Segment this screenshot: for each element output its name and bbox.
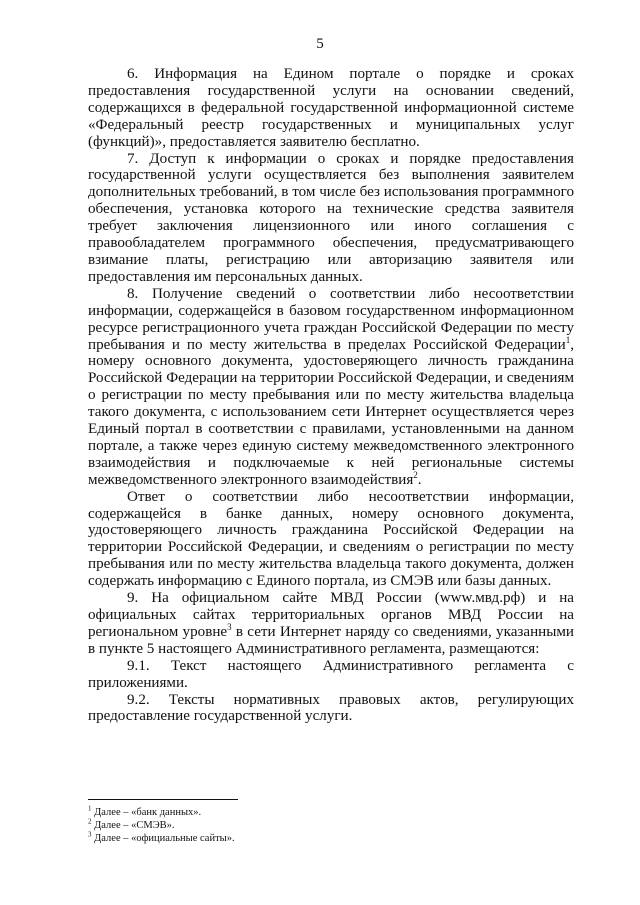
paragraph-9-text-end: в сети Интернет наряду со сведениями, указанными в пункте 5 настоящего Административного регламента, размещаются: [88,623,574,657]
paragraph-9-1: 9.1. Текст настоящего Административного регламента с приложениями. [88,657,574,691]
footnote-text: Далее – «банк данных». [91,807,202,818]
paragraph-8-text-end: . [417,471,422,488]
footnote-3 [88,832,568,845]
paragraph-6: 6. Информация на Едином портале о порядке и сроках предоставления государственной услуги на основании сведений, содержащихся в федеральной государственной информационной системе «Федеральный реестр государственных и муниципальных услуг (функций)», предоставляется заявителю бесплатно. [88,66,574,150]
footnote-ref-2: 2 [413,469,418,480]
paragraph-9-text-start: 9. На официальном сайте МВД России (www.мвд.рф) и на официальных сайтах территориальных органов МВД России на региональном уровне [88,590,574,640]
footnote-text: Далее – «официальные сайты». [91,833,235,844]
paragraph-8-text-start: 8. Получение сведений о соответствии либо несоответствии информации, содержащейся в базовом государственном информационном ресурсе регистрационного учета граждан Российской Федерации по месту пребывания и по месту жительства в пределах Российской Федерации [88,285,574,353]
document-body [88,66,574,725]
footnote-mark: 2 [88,817,92,826]
footnote-divider [88,799,238,800]
paragraph-9 [88,590,574,658]
paragraph-7: 7. Доступ к информации о сроках и порядке предоставления государственной услуги осуществляется без выполнения заявителем дополнительных требований, в том числе без использования программного обеспечения, установка которого на технические средства заявителя требует заключения лицензионного или иного соглашения с правообладателем программного обеспечения, предусматривающего взимание платы, регистрацию или авторизацию заявителя или предоставления им персональных данных. [88,150,574,285]
footnote-text: Далее – «СМЭВ». [91,820,175,831]
paragraph-9-2: 9.2. Тексты нормативных правовых актов, регулирующих предоставление государственной услуги. [88,691,574,725]
footnote-ref-3: 3 [227,621,232,632]
paragraph-8-text-middle: , номеру основного документа, удостоверяющего личность гражданина Российской Федерации на территории Российской Федерации, и сведениям о регистрации по месту пребывания или по месту жительства владельца такого документа, с использованием сети Интернет осуществляется через Единый портал в соответствии с правилами, установленными на данном портале, а также через единую систему межведомственного электронного взаимодействия и подключаемые к ней региональные системы межведомственного электронного взаимодействия [88,336,574,488]
footnote-2 [88,819,568,832]
footnote-1 [88,806,568,819]
page-number: 5 [316,36,324,52]
paragraph-8-response: Ответ о соответствии либо несоответствии информации, содержащейся в банке данных, номеру основного документа, удостоверяющего личность гражданина Российской Федерации на территории Российской Федерации, и сведениям о регистрации по месту пребывания или по месту жительства владельца такого документа, должен содержать информацию с Единого портала, из СМЭВ или базы данных. [88,488,574,590]
paragraph-8 [88,286,574,489]
footnote-mark: 1 [88,804,92,813]
footnote-mark: 3 [88,830,92,839]
footnote-ref-1: 1 [565,334,571,345]
footnotes [88,806,568,845]
